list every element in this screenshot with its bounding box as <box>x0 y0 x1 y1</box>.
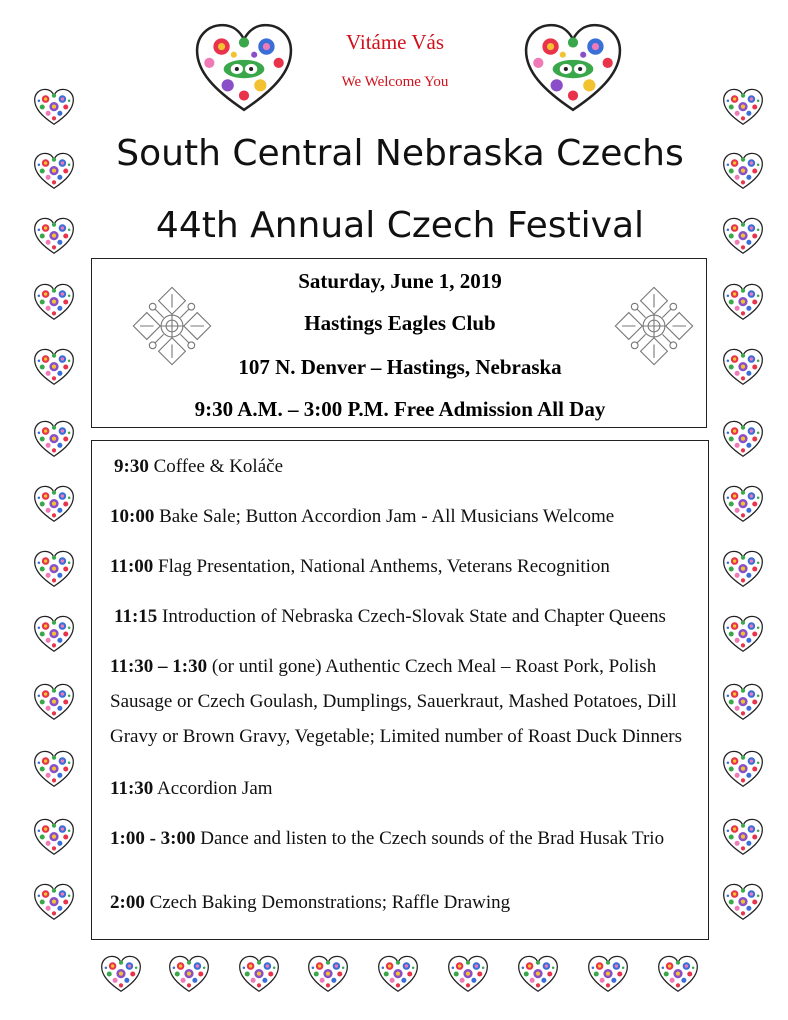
folk-heart-icon <box>377 955 419 993</box>
folk-heart-icon <box>33 217 75 255</box>
schedule-text: Flag Presentation, National Anthems, Veterans Recognition <box>153 556 610 577</box>
schedule-item <box>114 599 704 634</box>
schedule-time: 9:30 <box>114 456 149 477</box>
schedule-box <box>91 440 709 940</box>
schedule-time: 11:30 <box>110 778 154 799</box>
folk-heart-icon <box>722 818 764 856</box>
schedule-text: Introduction of Nebraska Czech-Slovak State and Chapter Queens <box>157 606 666 627</box>
folk-heart-icon <box>307 955 349 993</box>
schedule-time: 11:00 <box>110 556 154 577</box>
folk-heart-icon <box>168 955 210 993</box>
folk-heart-icon <box>722 348 764 386</box>
schedule-time: 11:15 <box>114 606 158 627</box>
schedule-item <box>110 649 700 754</box>
folk-heart-icon <box>722 683 764 721</box>
large-folk-heart-left-icon <box>193 22 295 114</box>
folk-heart-icon <box>447 955 489 993</box>
folk-heart-icon <box>33 283 75 321</box>
folk-heart-icon <box>33 88 75 126</box>
folk-heart-icon <box>33 152 75 190</box>
folk-heart-icon <box>33 683 75 721</box>
schedule-item <box>110 885 700 920</box>
folk-heart-icon <box>657 955 699 993</box>
folk-heart-icon <box>722 420 764 458</box>
folk-heart-icon <box>722 283 764 321</box>
event-address: 107 N. Denver – Hastings, Nebraska <box>238 355 562 379</box>
folk-heart-icon <box>33 550 75 588</box>
folk-heart-icon <box>33 348 75 386</box>
folk-heart-icon <box>33 750 75 788</box>
folk-heart-icon <box>517 955 559 993</box>
folk-heart-icon <box>587 955 629 993</box>
folk-heart-icon <box>33 420 75 458</box>
folk-heart-icon <box>722 217 764 255</box>
folk-heart-icon <box>33 615 75 653</box>
folk-heart-icon <box>33 485 75 523</box>
event-date: Saturday, June 1, 2019 <box>298 269 502 293</box>
schedule-time: 1:00 - 3:00 <box>110 828 196 849</box>
folk-heart-icon <box>33 883 75 921</box>
folk-heart-icon <box>722 615 764 653</box>
event-venue: Hastings Eagles Club <box>304 311 496 335</box>
folk-heart-icon <box>722 152 764 190</box>
welcome-english: We Welcome You <box>341 74 449 90</box>
schedule-time: 2:00 <box>110 892 145 913</box>
folk-heart-icon <box>722 485 764 523</box>
schedule-item <box>110 499 700 534</box>
folk-heart-icon <box>722 88 764 126</box>
folk-heart-icon <box>722 883 764 921</box>
schedule-text: Czech Baking Demonstrations; Raffle Drawing <box>144 892 511 913</box>
folk-heart-icon <box>722 550 764 588</box>
schedule-text: Coffee & Koláče <box>148 456 284 477</box>
schedule-item <box>110 549 700 584</box>
folk-heart-icon <box>238 955 280 993</box>
event-info-box <box>91 258 707 428</box>
event-hours: 9:30 A.M. – 3:00 P.M. Free Admission All Day <box>194 397 606 421</box>
schedule-text: Bake Sale; Button Accordion Jam - All Musicians Welcome <box>154 506 615 527</box>
schedule-text: (or until gone) Authentic Czech Meal – Roast Pork, Polish Sausage or Czech Goulash, Dumplings, Sauerkraut, Mashed Potatoes, Dill Gravy or Brown Gravy, Vegetable; Limited number of Roast Duck Dinners <box>110 656 682 747</box>
schedule-item <box>110 771 700 806</box>
schedule-time: 11:30 – 1:30 <box>110 656 208 677</box>
schedule-text: Dance and listen to the Czech sounds of the Brad Husak Trio <box>195 828 665 849</box>
title-organization: South Central Nebraska Czechs <box>116 133 684 174</box>
schedule-item <box>110 821 700 856</box>
folk-heart-icon <box>33 818 75 856</box>
title-festival: 44th Annual Czech Festival <box>155 205 645 246</box>
folk-heart-icon <box>100 955 142 993</box>
large-folk-heart-right-icon <box>522 22 624 114</box>
welcome-czech: Vitáme Vás <box>345 30 445 54</box>
schedule-item <box>114 449 704 484</box>
folk-heart-icon <box>722 750 764 788</box>
schedule-time: 10:00 <box>110 506 155 527</box>
schedule-text: Accordion Jam <box>153 778 273 799</box>
